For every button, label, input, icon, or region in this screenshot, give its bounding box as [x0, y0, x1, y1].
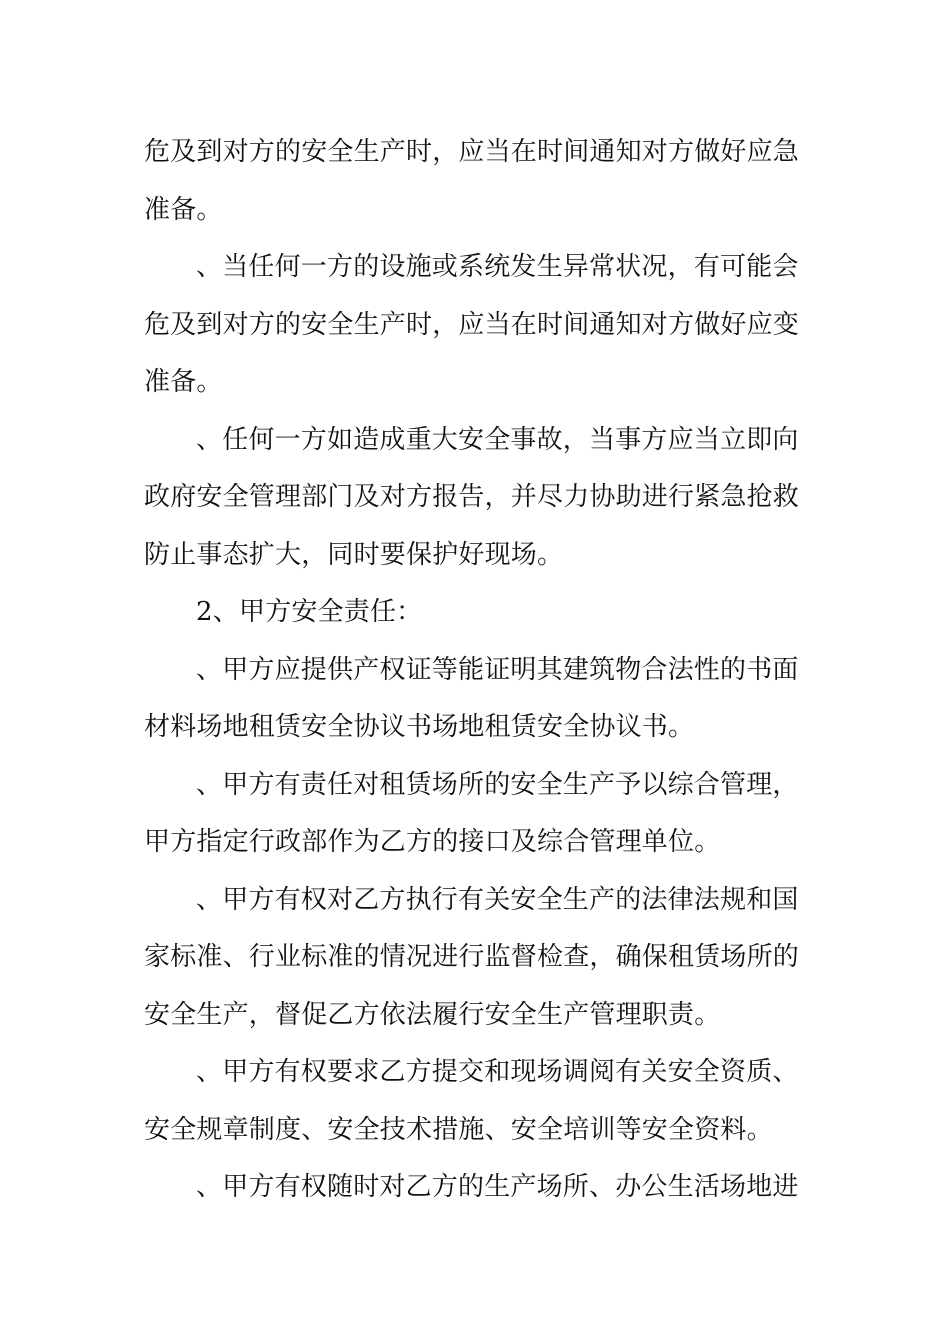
text-line: 危及到对方的安全生产时，应当在时间通知对方做好应变: [144, 309, 800, 340]
text-line: 、甲方有权对乙方执行有关安全生产的法律法规和国: [196, 884, 799, 915]
text-line: 、甲方有责任对租赁场所的安全生产予以综合管理，: [196, 769, 799, 800]
text-line: 、任何一方如造成重大安全事故，当事方应当立即向: [196, 424, 799, 455]
text-line: 、甲方有权随时对乙方的生产场所、办公生活场地进: [196, 1172, 799, 1202]
text-line: 甲方指定行政部作为乙方的接口及综合管理单位。: [144, 827, 721, 857]
text-line: 准备。: [144, 367, 223, 397]
text-line: 材料场地租赁安全协议书场地租赁安全协议书。: [144, 712, 695, 742]
text-line: 、甲方应提供产权证等能证明其建筑物合法性的书面: [196, 654, 799, 685]
text-line: 家标准、行业标准的情况进行监督检查，确保租赁场所的: [144, 942, 800, 972]
text-line: 危及到对方的安全生产时，应当在时间通知对方做好应急: [144, 137, 800, 167]
text-line: 准备。: [144, 194, 223, 225]
section-heading: 2、甲方安全责任：: [196, 597, 423, 627]
text-line: 、甲方有权要求乙方提交和现场调阅有关安全资质、: [196, 1057, 799, 1087]
text-line: 安全规章制度、安全技术措施、安全培训等安全资料。: [144, 1114, 773, 1145]
text-line: 安全生产，督促乙方依法履行安全生产管理职责。: [144, 999, 721, 1030]
text-line: 防止事态扩大，同时要保护好现场。: [144, 539, 564, 570]
text-line: 政府安全管理部门及对方报告，并尽力协助进行紧急抢救: [144, 482, 800, 512]
text-line: 、当任何一方的设施或系统发生异常状况，有可能会: [196, 252, 799, 282]
document-body: [144, 124, 808, 1217]
